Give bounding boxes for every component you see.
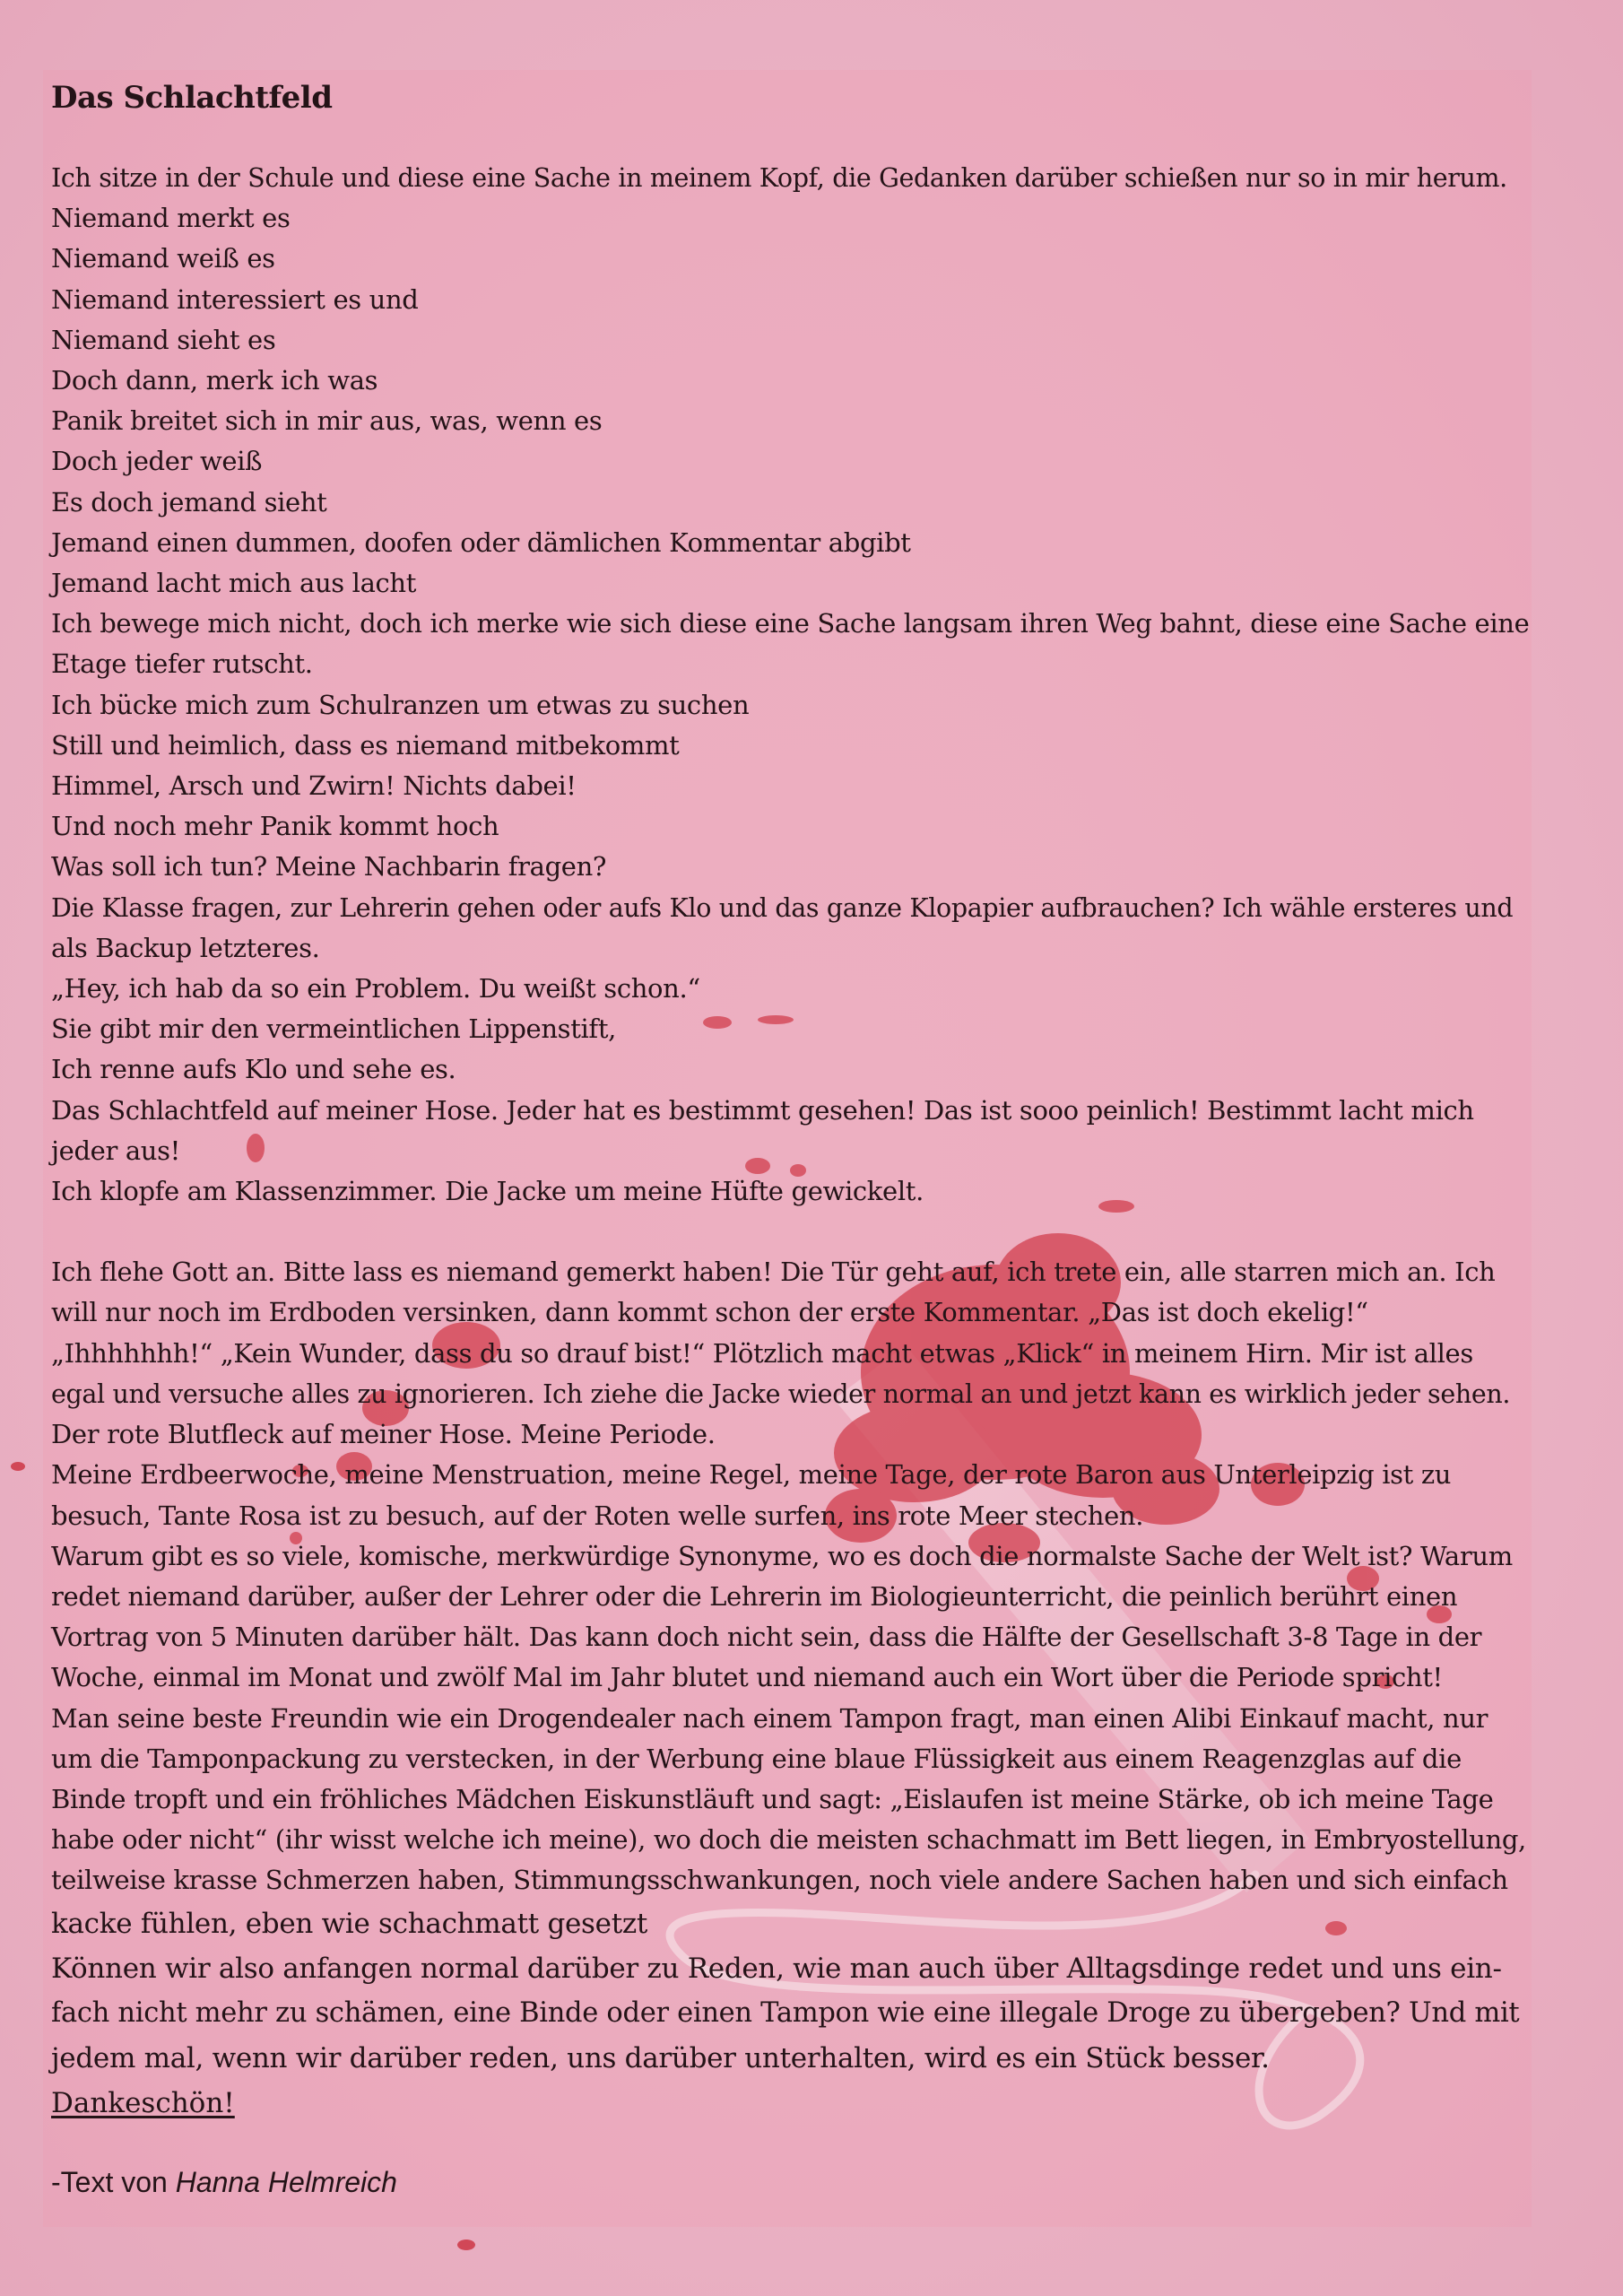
text-line: teilweise krasse Schmerzen haben, Stimmungsschwankungen, noch viele andere Sachen haben und sich einfach [51, 1865, 1508, 1896]
text-line: „Ihhhhhhh!“ „Kein Wunder, dass du so drauf bist!“ Plötzlich macht etwas „Klick“ in meinem Hirn. Mir ist alles [51, 1337, 1473, 1369]
text-line: Jemand lacht mich aus lacht [51, 568, 417, 599]
blood-stain [11, 1462, 25, 1471]
text-line: jeder aus! [51, 1135, 180, 1166]
text-line: Ich bücke mich zum Schulranzen um etwas zu suchen [51, 689, 750, 720]
document [51, 74, 1530, 2205]
thanks-text: Dankeschön! [51, 2086, 235, 2119]
text-line: Und noch mehr Panik kommt hoch [51, 811, 499, 842]
closing-section [51, 1901, 1522, 2081]
text-line: Doch jeder weiß [51, 446, 263, 477]
text-line: Ich renne aufs Klo und sehe es. [51, 1054, 456, 1085]
text-line: Es doch jemand sieht [51, 486, 327, 517]
text-line: Still und heimlich, dass es niemand mitbekommt [51, 729, 680, 761]
text-line: will nur noch im Erdboden versinken, dann kommt schon der erste Kommentar. „Das ist doch ekelig!“ [51, 1297, 1368, 1328]
text-line: fach nicht mehr zu schämen, eine Binde oder einen Tampon wie eine illegale Droge zu übergeben? Und mit [51, 1996, 1520, 2029]
text-line: Warum gibt es so viele, komische, merkwürdige Synonyme, wo es doch die normalste Sache der Welt ist? Warum [51, 1540, 1513, 1571]
text-line: Ich flehe Gott an. Bitte lass es niemand gemerkt haben! Die Tür geht auf, ich trete ein, alle starren mich an. Ich [51, 1257, 1496, 1288]
page-title: Das Schlachtfeld [51, 80, 333, 116]
author-name: Hanna Helmreich [175, 2165, 397, 2198]
author-credit [51, 2160, 1522, 2205]
text-line: Ich bewege mich nicht, doch ich merke wie sich diese eine Sache langsam ihren Weg bahnt, diese eine Sache eine [51, 608, 1530, 639]
text-line: Ich klopfe am Klassenzimmer. Die Jacke um meine Hüfte gewickelt. [51, 1176, 924, 1207]
text-line: egal und versuche alles zu ignorieren. Ich ziehe die Jacke wieder normal an und jetzt kann es wirklich jeder sehen. [51, 1378, 1511, 1409]
text-line: Können wir also anfangen normal darüber zu Reden, wie man auch über Alltagsdinge redet und uns ein- [51, 1952, 1502, 1985]
text-line: Das Schlachtfeld auf meiner Hose. Jeder hat es bestimmt gesehen! Das ist sooo peinlich! Bestimmt lacht mich [51, 1094, 1474, 1126]
section-one [51, 158, 1530, 1212]
blood-stain [457, 2239, 475, 2250]
paragraph-gap [51, 1212, 1522, 1252]
text-line: redet niemand darüber, außer der Lehrer oder die Lehrerin im Biologieunterricht, die peinlich berührt einen [51, 1580, 1458, 1612]
credit-prefix: -Text von [51, 2165, 176, 2198]
text-line: Die Klasse fragen, zur Lehrerin gehen oder aufs Klo und das ganze Klopapier aufbrauchen? Ich wähle ersteres und [51, 892, 1514, 923]
text-line: Was soll ich tun? Meine Nachbarin fragen? [51, 851, 607, 883]
text-line: Himmel, Arsch und Zwirn! Nichts dabei! [51, 770, 577, 802]
text-line: besuch, Tante Rosa ist zu besuch, auf der Roten welle surfen, ins rote Meer stechen. [51, 1500, 1144, 1531]
text-line: Sie gibt mir den vermeintlichen Lippenstift, [51, 1013, 616, 1045]
text-line: Woche, einmal im Monat und zwölf Mal im Jahr blutet und niemand auch ein Wort über die Periode spricht! [51, 1662, 1443, 1693]
text-line: Panik breitet sich in mir aus, was, wenn es [51, 405, 603, 437]
text-line: Ich sitze in der Schule und diese eine Sache in meinem Kopf, die Gedanken darüber schießen nur so in mir herum. [51, 163, 1507, 193]
text-line: als Backup letzteres. [51, 932, 320, 963]
section-two [51, 1252, 1526, 1900]
text-line: Niemand weiß es [51, 243, 275, 274]
text-line: „Hey, ich hab da so ein Problem. Du weißt schon.“ [51, 973, 700, 1004]
text-line: Binde tropft und ein fröhliches Mädchen Eiskunstläuft und sagt: „Eislaufen ist meine Stärke, ob ich meine Tage [51, 1783, 1494, 1814]
text-line: jedem mal, wenn wir darüber reden, uns darüber unterhalten, wird es ein Stück besser. [51, 2041, 1270, 2074]
text-line: Niemand sieht es [51, 324, 276, 355]
text-line: kacke fühlen, eben wie schachmatt gesetzt [51, 1907, 648, 1940]
text-line: Niemand interessiert es und [51, 283, 419, 315]
text-line: Der rote Blutfleck auf meiner Hose. Meine Periode. [51, 1419, 716, 1450]
text-line: Jemand einen dummen, doofen oder dämlichen Kommentar abgibt [51, 526, 911, 558]
text-line: Doch dann, merk ich was [51, 365, 378, 396]
text-line: Man seine beste Freundin wie ein Drogendealer nach einem Tampon fragt, man einen Alibi Einkauf macht, nur [51, 1702, 1488, 1734]
text-line: um die Tamponpackung zu verstecken, in der Werbung eine blaue Flüssigkeit aus einem Reagenzglas auf die [51, 1743, 1462, 1774]
text-line: Meine Erdbeerwoche, meine Menstruation, meine Regel, meine Tage, der rote Baron aus Unterleipzig ist zu [51, 1459, 1452, 1491]
text-line: Niemand merkt es [51, 203, 291, 234]
text-line: habe oder nicht“ (ihr wisst welche ich meine), wo doch die meisten schachmatt im Bett liegen, in Embryostellung, [51, 1824, 1526, 1856]
text-line: Vortrag von 5 Minuten darüber hält. Das kann doch nicht sein, dass die Hälfte der Gesellschaft 3-8 Tage in der [51, 1622, 1482, 1653]
text-line: Etage tiefer rutscht. [51, 648, 313, 680]
